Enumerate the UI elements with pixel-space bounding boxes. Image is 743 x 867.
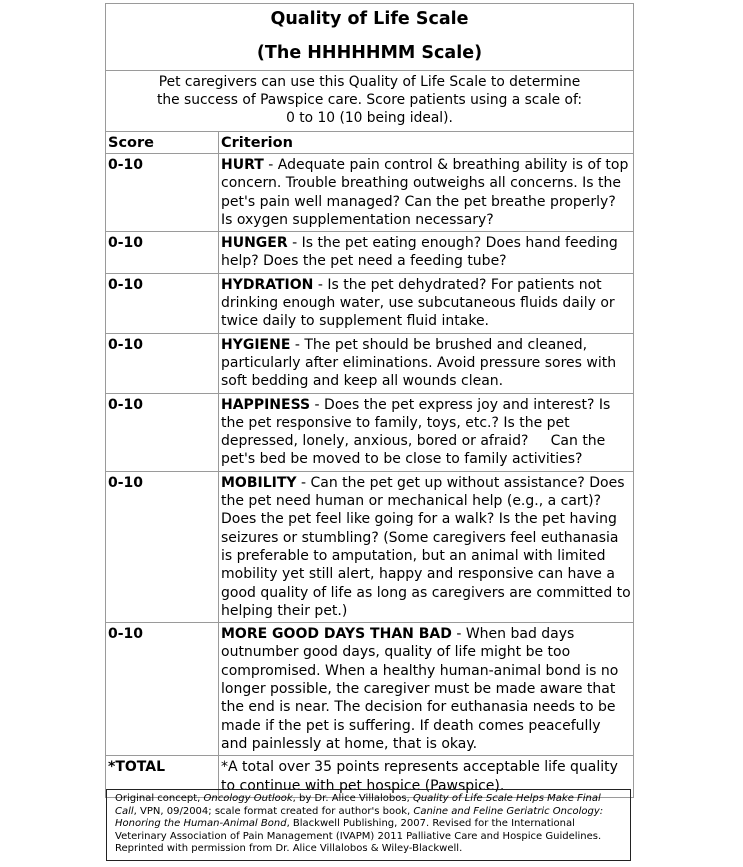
quality-of-life-document (105, 3, 633, 798)
criterion-term: MORE GOOD DAYS THAN BAD (221, 626, 452, 643)
total-label: *TOTAL (106, 756, 219, 798)
table-row-happiness (106, 393, 634, 471)
criterion-text: - Can the pet get up without assistance? Does the pet need human or mechanical help (e.g., a cart)? Does the pet feel like going for a walk? Is the pet having seizures or stumbling? (Some caregivers feel euthanasia is preferable to amputation, but an animal with limited mobility yet still alert, happy and responsive can have a good quality of life as long as caregivers are committed to helping their pet.) (221, 474, 631, 619)
citation-footer (106, 789, 631, 861)
criterion-cell (219, 471, 634, 622)
score-cell: 0-10 (106, 333, 219, 393)
criterion-term: HURT (221, 157, 264, 173)
column-header-criterion: Criterion (219, 132, 634, 154)
citation-text: , VPN, 09/2004; scale format created for author's book, (133, 805, 414, 817)
score-cell: 0-10 (106, 154, 219, 232)
intro-line-2: the success of Pawspice care. Score patients using a scale of: (157, 92, 582, 108)
total-text: *A total over 35 points represents acceptable life quality to continue with pet hospice (Pawspice). (219, 756, 634, 798)
score-cell: 0-10 (106, 471, 219, 622)
page-subtitle: (The HHHHHMM Scale) (256, 43, 483, 63)
intro-text (106, 71, 634, 132)
criterion-cell (219, 393, 634, 471)
table-header-row (106, 132, 634, 154)
criterion-cell (219, 232, 634, 274)
score-cell: 0-10 (106, 393, 219, 471)
table-row-more-good-days (106, 623, 634, 756)
criterion-text: - The pet should be brushed and cleaned, particularly after eliminations. Avoid pressure sores with soft bedding and keep all wounds clean. (221, 336, 617, 390)
criterion-cell (219, 154, 634, 232)
criterion-term: MOBILITY (221, 474, 297, 491)
score-cell: 0-10 (106, 273, 219, 333)
intro-line-1: Pet caregivers can use this Quality of Life Scale to determine (158, 74, 581, 90)
table-row-mobility (106, 471, 634, 622)
page-title: Quality of Life Scale (270, 9, 469, 29)
citation-title: Canine and Feline Geriatric Oncology: Honoring the Human-Animal Bond (115, 805, 604, 830)
criterion-text: - When bad days outnumber good days, quality of life might be too compromised. When a healthy human-animal bond is no longer possible, the caregiver must be made aware that the end is near. The decision for euthanasia needs to be made if the pet is suffering. If death comes peacefully and painlessly at home, that is okay. (221, 626, 619, 752)
title-block (106, 4, 634, 71)
table-row-hunger (106, 232, 634, 274)
citation-title: Quality of Life Scale Helps Make Final Call (115, 793, 601, 817)
citation-text: , by Dr. Alice Villalobos, (292, 793, 413, 804)
intro-line-3: 0 to 10 (10 being ideal). (286, 110, 453, 126)
criterion-term: HYGIENE (221, 336, 291, 353)
criterion-text: - Is the pet dehydrated? For patients not drinking enough water, use subcutaneous fluids daily or twice daily to supplement fluid intake. (221, 276, 615, 330)
criterion-text: - Is the pet eating enough? Does hand feeding help? Does the pet need a feeding tube? (221, 235, 618, 270)
table-row-hygiene (106, 333, 634, 393)
citation-text: Original concept, (115, 793, 204, 804)
criterion-term: HUNGER (221, 235, 288, 252)
table-row-hurt (106, 154, 634, 232)
criterion-cell (219, 273, 634, 333)
criterion-cell (219, 623, 634, 756)
criterion-term: HYDRATION (221, 276, 314, 293)
quality-of-life-table (105, 3, 634, 798)
score-cell: 0-10 (106, 623, 219, 756)
criterion-text: - Does the pet express joy and interest? Is the pet responsive to family, toys, etc.? Is the pet depressed, lonely, anxious, bored or afraid? Can the pet's bed be moved to be close to family activities? (221, 396, 615, 468)
citation-text: , Blackwell Publishing, 2007. Revised for the International Veterinary Association of Pain Management (IVAPM) 2011 Palliative Care and Hospice Guidelines. Reprinted with permission from Dr. Alice Villalobos & Wiley-Blackwell. (115, 818, 602, 855)
table-row-hydration (106, 273, 634, 333)
criterion-cell (219, 333, 634, 393)
citation-title: Oncology Outlook (203, 793, 293, 804)
criterion-term: HAPPINESS (221, 396, 311, 413)
criterion-text: - Adequate pain control & breathing ability is of top concern. Trouble breathing outweighs all concerns. Is the pet's pain well managed? Can the pet breathe properly? Is oxygen supplementation necessary? (221, 157, 629, 228)
score-cell: 0-10 (106, 232, 219, 274)
column-header-score: Score (106, 132, 219, 154)
